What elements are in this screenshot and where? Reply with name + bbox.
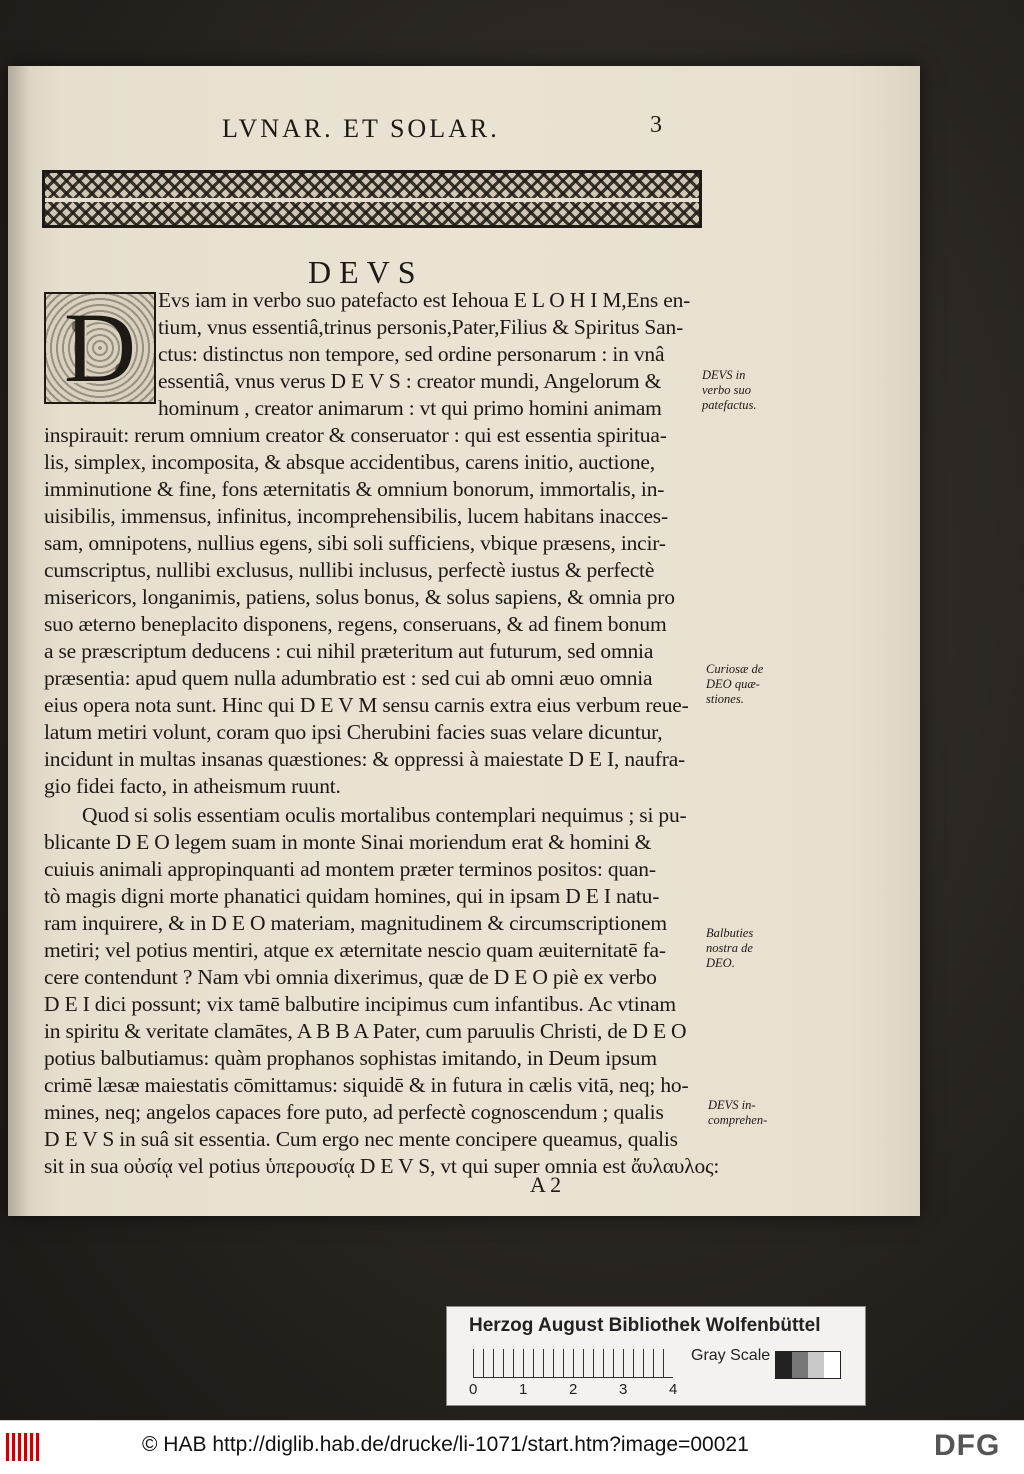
decorative-ornament-band [42,170,702,228]
margin-note [702,368,757,413]
text-line: sam, omnipotens, nullius egens, sibi soli sufficiens, vbique præsens, incir- [44,531,666,555]
text-line: blicante D E O legem suam in monte Sinai moriendum erat & homini & [44,830,652,854]
margin-note [706,926,753,971]
margin-note-line: nostra de [706,941,753,955]
text-line: imminutione & fine, fons æternitatis & omnium bonorum, immortalis, in- [44,477,665,501]
text-line: incidunt in multas insanas quæstiones: & oppressi à maiestate D E I, naufra- [44,747,686,771]
gray-swatch [776,1352,792,1378]
gray-swatch [792,1352,808,1378]
text-line: misericors, longanimis, patiens, solus bonus, & solus sapiens, & omnia pro [44,585,675,609]
text-line: præsentia: apud quem nulla adumbratio est : sed cui ab omni æuo omnia [44,666,653,690]
text-line: Quod si solis essentiam oculis mortalibus contemplari nequimus ; si pu- [82,803,687,827]
text-line: D E V S in suâ sit essentia. Cum ergo nec mente concipere queamus, qualis [44,1127,678,1151]
text-line: hominum , creator animarum : vt qui primo homini animam [158,396,662,420]
ruler-tick-label: 1 [519,1381,528,1398]
text-line: mines, neq; angelos capaces fore puto, ad perfectè cognoscendum ; qualis [44,1100,664,1124]
text-line: tò magis digni morte phanatici quidam homines, qui in ipsam D E I natu- [44,884,660,908]
drop-cap-letter: D [63,292,137,403]
margin-note-line: DEO. [706,956,735,970]
text-line: cere contendunt ? Nam vbi omnia dixerimus, quæ de D E O piè ex verbo [44,965,657,989]
text-line: metiri; vel potius mentiri, atque ex æternitate nescio quam æuiternitatē fa- [44,938,666,962]
text-line: D E I dici possunt; vix tamē balbutire incipimus cum infantibus. Ac vtinam [44,992,676,1016]
text-line: Evs iam in verbo suo patefacto est Iehoua E L O H I M,Ens en- [158,288,691,312]
hab-logo-icon [6,1433,40,1461]
gray-swatch [824,1352,840,1378]
text-line: uisibilis, immensus, infinitus, incomprehensibilis, lucem habitans inacces- [44,504,668,528]
text-line: cumscriptus, nullibi exclusus, nullibi inclusus, perfectè iustus & perfectè [44,558,655,582]
text-line: inspirauit: rerum omnium creator & conseruator : qui est essentia spiritua- [44,423,667,447]
ruler-tick-label: 4 [669,1381,678,1398]
text-line: crimē læsæ maiestatis cōmittamus: siquidē & in futura in cælis vitā, neq; ho- [44,1073,689,1097]
text-line: eius opera nota sunt. Hinc qui D E V M sensu carnis extra eius verbum reue- [44,693,689,717]
section-title: DEVS [308,254,424,290]
margin-note-line: DEVS in- [708,1098,756,1112]
text-line: potius balbutiamus: quàm prophanos sophistas imitando, in Deum ipsum [44,1046,657,1070]
page-number: 3 [650,112,662,138]
text-line: sit in sua οὐσίᾳ vel potius ὑπερουσίᾳ D E V S, vt qui super omnia est ἄυλαυλος: [44,1154,720,1178]
gray-scale-swatches [775,1351,841,1379]
margin-note [706,662,763,707]
library-name: Herzog August Bibliothek Wolfenbüttel [469,1315,821,1336]
text-line: in spiritu & veritate clamātes, A B B A Pater, cum paruulis Christi, de D E O [44,1019,687,1043]
gray-swatch [808,1352,824,1378]
viewer-footer [0,1420,1024,1474]
text-line: a se præscriptum deducens : cui nihil præteritum aut futurum, sed omnia [44,639,654,663]
text-line: lis, simplex, incomposita, & absque accidentibus, carens initio, auctione, [44,450,655,474]
measurement-ruler [469,1349,678,1398]
margin-note-line: verbo suo [702,383,751,397]
dfg-logo: DFG [934,1429,1001,1462]
book-page [8,66,920,1216]
margin-note-line: DEVS in [702,368,746,382]
page-gutter-shadow [8,66,30,1216]
ruler-tick-label: 2 [569,1381,578,1398]
margin-note-line: DEO quæ- [706,677,760,691]
gray-scale-label: Gray Scale [691,1347,771,1364]
text-line: latum metiri volunt, coram quo ipsi Cherubini facies suas velare dicuntur, [44,720,663,744]
text-line: essentiâ, vnus verus D E V S : creator mundi, Angelorum & [158,369,662,393]
margin-note-line: Curiosæ de [706,662,764,676]
margin-note-line: Balbuties [706,926,754,940]
margin-note-line: stiones. [706,692,744,706]
text-line: gio fidei facto, in atheismum ruunt. [44,774,341,798]
signature-mark: A 2 [530,1172,562,1197]
text-line: suo æterno beneplacito disponens, regens, conseruans, & ad finem bonum [44,612,667,636]
margin-note-line: patefactus. [702,398,757,412]
credit-link[interactable]: © HAB http://diglib.hab.de/drucke/li-1071/start.htm?image=00021 [142,1433,749,1456]
text-line: ctus: distinctus non tempore, sed ordine personarum : in vnâ [158,342,665,366]
ruler-tick-label: 3 [619,1381,628,1398]
margin-note [708,1098,767,1128]
drop-cap-initial [44,292,156,404]
library-color-card [446,1306,866,1406]
ruler-tick-label: 0 [469,1381,478,1398]
running-head: LVNAR. ET SOLAR. [222,114,500,143]
text-line: tium, vnus essentiâ,trinus personis,Pater,Filius & Spiritus San- [158,315,684,339]
text-line: cuiuis animali appropinquanti ad montem præter terminos positos: quan- [44,857,656,881]
text-line: ram inquirere, & in D E O materiam, magnitudinem & circumscriptionem [44,911,667,935]
margin-note-line: comprehen- [708,1113,768,1127]
